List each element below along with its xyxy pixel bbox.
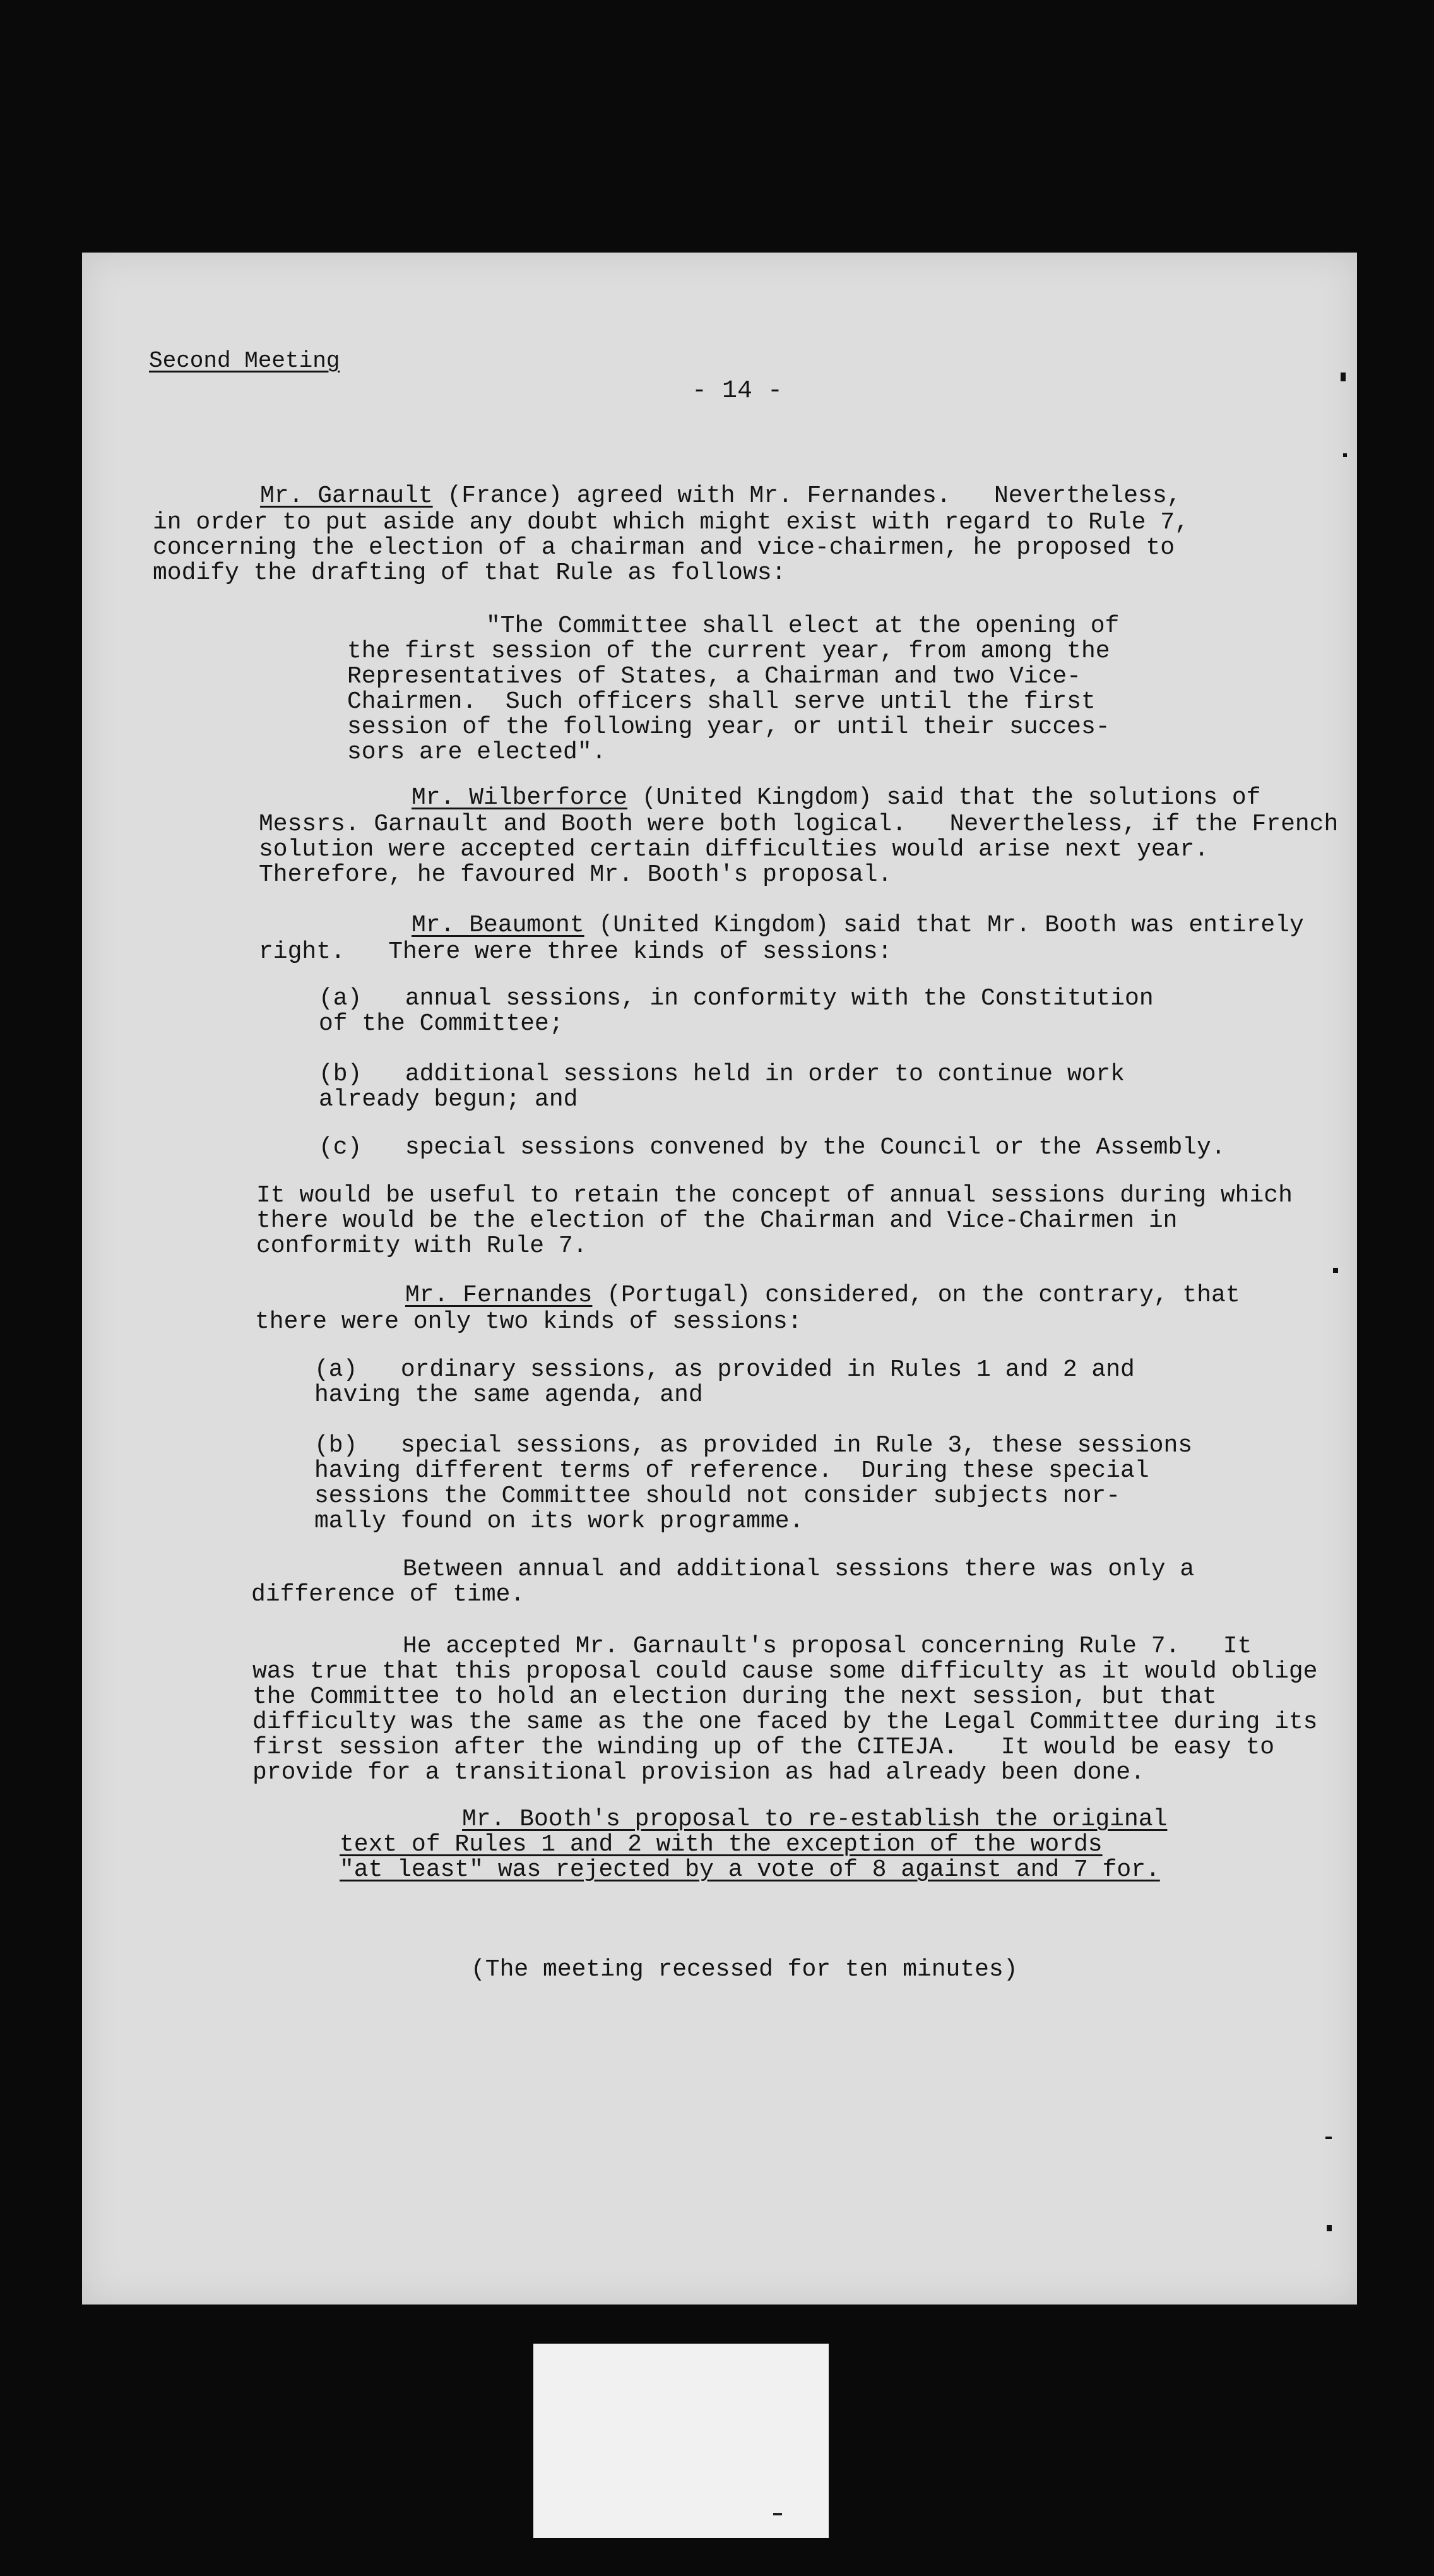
list-item: (a) annual sessions, in conformity with the Constitution of the Committee; [319, 985, 1154, 1037]
edge-mark [1341, 373, 1346, 381]
speaker-name: Mr. Fernandes [405, 1282, 593, 1309]
recess-note: (The meeting recessed for ten minutes) [471, 1956, 1018, 1983]
list-item: (b) special sessions, as provided in Rule 3, these sessions having different terms of reference. During these special sessions the Committee should not consider subjects nor- mally found on its work programme. [314, 1432, 1193, 1535]
speaker-name: Mr. Garnault [260, 482, 433, 510]
page-number: - 14 - [692, 377, 783, 405]
paragraph-garnault-body: in order to put aside any doubt which might exist with regard to Rule 7, concerning the election of a chairman and vice-chairmen, he proposed to modify the drafting of that Rule as follows: [153, 509, 1189, 587]
edge-mark [1333, 1268, 1338, 1273]
paragraph-fernandes: Mr. Fernandes (Portugal) considered, on the contrary, that [405, 1282, 1240, 1309]
edge-mark [1343, 453, 1347, 457]
speaker-name: Mr. Beaumont [412, 912, 584, 939]
speaker-name: Mr. Wilberforce [412, 784, 628, 811]
document-page [82, 253, 1357, 2305]
blank-card [533, 2344, 829, 2538]
paragraph-wilberforce-body: Messrs. Garnault and Booth were both logical. Nevertheless, if the French solution were accepted certain difficulties would arise next year. Therefore, he favoured Mr. Booth's proposal. [259, 811, 1339, 888]
quoted-rule-text: "The Committee shall elect at the opening of the first session of the current year, from among the Representatives of States, a Chairman and two Vice- Chairmen. Such officers shall serve until the first session of the following year, or until their succes- sors are elected". [347, 612, 1120, 766]
paragraph-wilberforce: Mr. Wilberforce (United Kingdom) said that the solutions of [412, 784, 1261, 811]
paragraph-beaumont: Mr. Beaumont (United Kingdom) said that Mr. Booth was entirely [412, 912, 1304, 939]
paragraph-garnault-proposal-body: was true that this proposal could cause some difficulty as it would oblige the Committee to hold an election during the next session, but that difficulty was the same as the one faced by the Legal Committee during its first session after the winding up of the CITEJA. It would be easy to provide for a transitional provision as had already been done. [252, 1658, 1318, 1786]
edge-mark [1327, 2225, 1332, 2231]
paragraph-annual-sessions: It would be useful to retain the concept of annual sessions during which there would be the election of the Chairman and Vice-Chairmen in conformity with Rule 7. [256, 1182, 1293, 1260]
decision-statement: Mr. Booth's proposal to re-establish the original [462, 1806, 1168, 1833]
paragraph-beaumont-body: right. There were three kinds of sessions: [259, 938, 892, 965]
paragraph-fernandes-body: there were only two kinds of sessions: [255, 1308, 802, 1335]
list-item: (c) special sessions convened by the Council or the Assembly. [319, 1134, 1226, 1161]
list-item: (b) additional sessions held in order to continue work already begun; and [319, 1061, 1125, 1113]
edge-mark [1325, 2137, 1332, 2139]
decision-statement-body: text of Rules 1 and 2 with the exception of the words "at least" was rejected by a vote of 8 against and 7 for. [340, 1831, 1160, 1883]
list-item: (a) ordinary sessions, as provided in Rules 1 and 2 and having the same agenda, and [314, 1356, 1135, 1409]
paragraph-garnault-proposal: He accepted Mr. Garnault's proposal concerning Rule 7. It [403, 1633, 1252, 1660]
paragraph-difference-of-time: Between annual and additional sessions there was only a difference of time. [251, 1556, 1195, 1608]
paragraph-garnault: Mr. Garnault (France) agreed with Mr. Fernandes. Nevertheless, [260, 482, 1182, 510]
card-mark [773, 2513, 782, 2515]
meeting-label: Second Meeting [149, 348, 340, 374]
